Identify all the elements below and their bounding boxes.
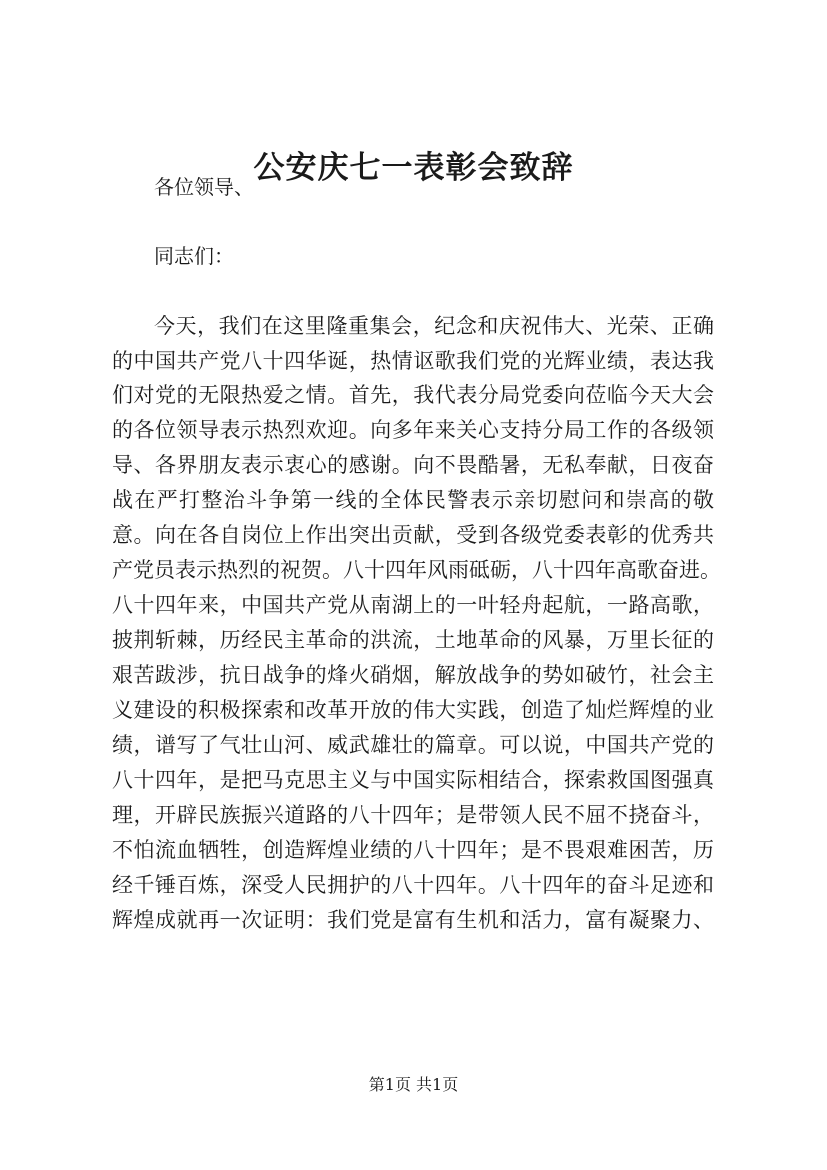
salutation-leaders: 各位领导、 [154,175,254,199]
body-line: 辉煌成就再一次证明：我们党是富有生机和活力，富有凝聚力、 [112,908,714,932]
body-line: 今天，我们在这里隆重集会，纪念和庆祝伟大、光荣、正确 [154,314,714,338]
body-line: 的中国共产党八十四华诞，热情讴歌我们党的光辉业绩，表达我 [112,349,714,373]
body-line: 产党员表示热烈的祝贺。八十四年风雨砥砺，八十四年高歌奋进。 [112,558,721,582]
body-line: 战在严打整治斗争第一线的全体民警表示亲切慰问和崇高的敬 [112,488,714,512]
salutation-comrades: 同志们： [154,244,234,268]
body-line: 经千锤百炼，深受人民拥护的八十四年。八十四年的奋斗足迹和 [112,873,714,897]
body-line: 八十四年，是把马克思主义与中国实际相结合，探索救国图强真 [112,768,714,792]
body-line: 导、各界朋友表示衷心的感谢。向不畏酷暑，无私奉献，日夜奋 [112,453,714,477]
body-line: 绩，谱写了气壮山河、威武雄壮的篇章。可以说，中国共产党的 [112,733,714,757]
body-line: 义建设的积极探索和改革开放的伟大实践，创造了灿烂辉煌的业 [112,698,714,722]
body-line: 八十四年来，中国共产党从南湖上的一叶轻舟起航，一路高歌， [112,593,714,617]
page-footer: 第1页 共1页 [368,1075,459,1094]
body-line: 意。向在各自岗位上作出突出贡献，受到各级党委表彰的优秀共 [112,523,714,547]
body-line: 艰苦跋涉，抗日战争的烽火硝烟，解放战争的势如破竹，社会主 [112,663,714,687]
body-line: 理，开辟民族振兴道路的八十四年；是带领人民不屈不挠奋斗， [112,803,714,827]
body-line: 披荆斩棘，历经民主革命的洪流，土地革命的风暴，万里长征的 [112,628,714,652]
body-line: 的各位领导表示热烈欢迎。向多年来关心支持分局工作的各级领 [112,418,714,442]
body-line: 不怕流血牺牲，创造辉煌业绩的八十四年；是不畏艰难困苦，历 [112,838,714,862]
body-line: 们对党的无限热爱之情。首先，我代表分局党委向莅临今天大会 [112,383,714,407]
page-title: 公安庆七一表彰会致辞 [253,150,574,186]
